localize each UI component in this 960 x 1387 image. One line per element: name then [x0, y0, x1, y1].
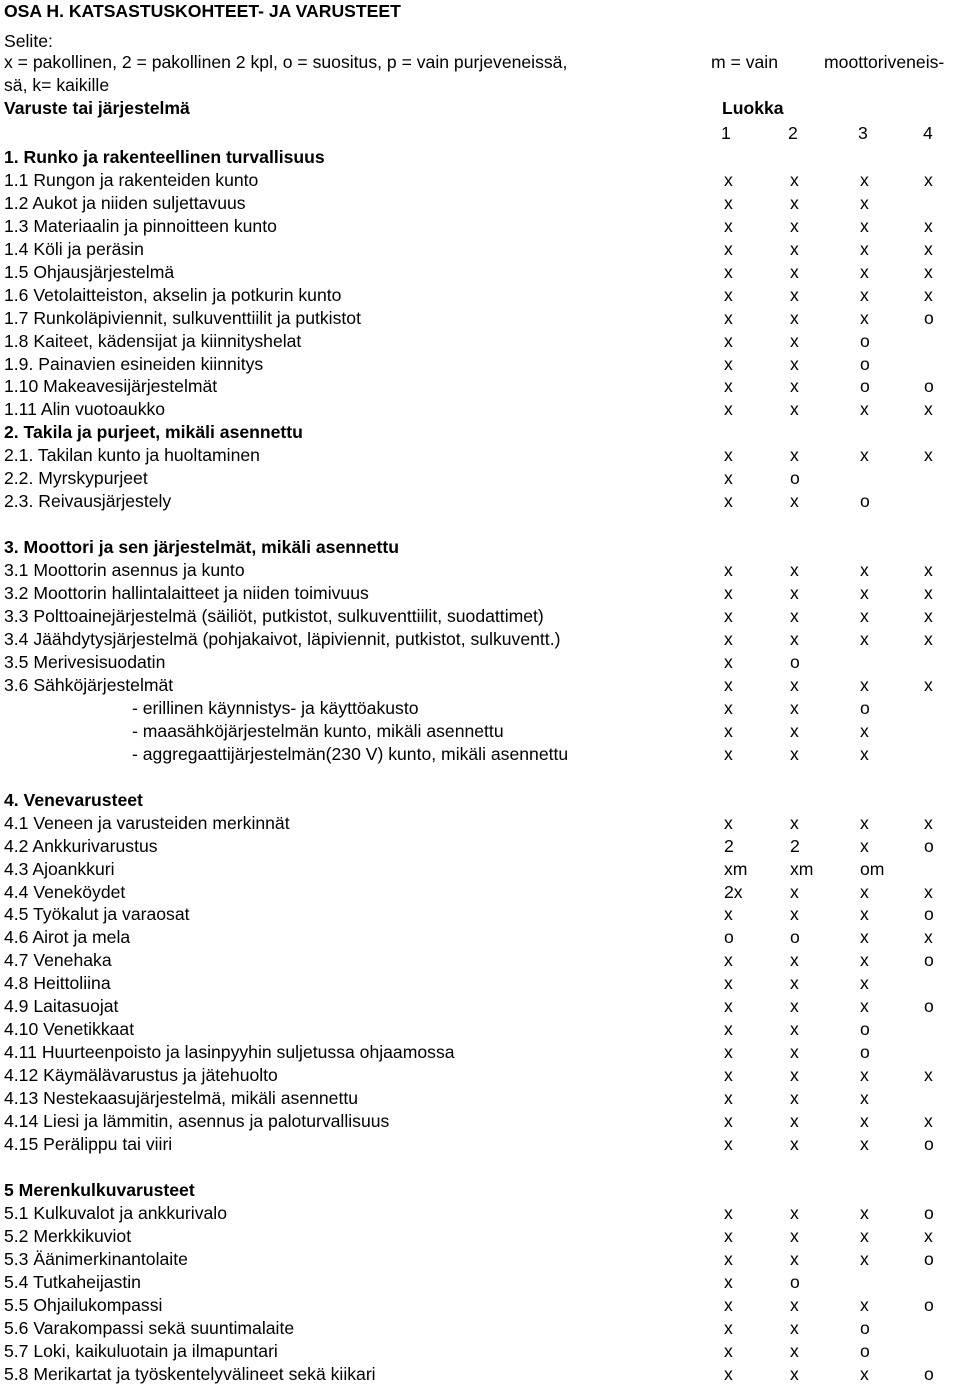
item-label: 4.14 Liesi ja lämmitin, asennus ja paloturvallisuus — [4, 1111, 390, 1131]
item-label: 4.15 Perälippu tai viiri — [4, 1134, 173, 1154]
class-3-mark: x — [860, 996, 869, 1016]
item-label: 1.7 Runkoläpiviennit, sulkuventtiilit ja putkistot — [4, 308, 361, 328]
class-2-mark: x — [790, 1341, 799, 1361]
class-2-mark: x — [790, 560, 799, 580]
class-2-mark: x — [790, 813, 799, 833]
class-2-mark: o — [790, 927, 800, 947]
class-4-mark: x — [924, 560, 933, 580]
class-1-mark: x — [724, 973, 733, 993]
table-row — [0, 1064, 960, 1087]
class-2-mark: x — [790, 996, 799, 1016]
class-1-mark: xm — [724, 859, 748, 879]
class-2-mark: x — [790, 744, 799, 764]
class-3-mark: x — [860, 904, 869, 924]
class-3-mark: om — [860, 859, 885, 879]
table-row — [0, 812, 960, 835]
class-4-mark: x — [924, 239, 933, 259]
class-2-mark: x — [790, 399, 799, 419]
class-1-mark: x — [724, 721, 733, 741]
item-label: 4.6 Airot ja mela — [4, 927, 131, 947]
class-2-mark: x — [790, 285, 799, 305]
table-row — [0, 1041, 960, 1064]
legend-line-1c: moottoriveneis- — [824, 52, 945, 72]
class-4-mark: o — [924, 1295, 934, 1315]
table-row — [0, 972, 960, 995]
item-label: 5.5 Ohjailukompassi — [4, 1295, 163, 1315]
class-3-mark: x — [860, 239, 869, 259]
item-label: - erillinen käynnistys- ja käyttöakusto — [132, 698, 419, 718]
class-4-mark: x — [924, 445, 933, 465]
item-label: 3.5 Merivesisuodatin — [4, 652, 166, 672]
table-row — [0, 353, 960, 376]
class-4-mark: x — [924, 813, 933, 833]
class-1-mark: x — [724, 216, 733, 236]
column-header: Varuste tai järjestelmä — [4, 98, 190, 118]
class-1-mark: 2 — [724, 836, 734, 856]
class-1-mark: x — [724, 1019, 733, 1039]
class-2-mark: x — [790, 1318, 799, 1338]
item-label: 4.7 Venehaka — [4, 950, 112, 970]
class-4-mark: o — [924, 904, 934, 924]
item-label: 3.3 Polttoainejärjestelmä (säiliöt, putkistot, sulkuventtiilit, suodattimet) — [4, 606, 544, 626]
class-number: 4 — [923, 123, 933, 143]
class-3-mark: x — [860, 1226, 869, 1246]
section-title: 1. Runko ja rakenteellinen turvallisuus — [4, 147, 325, 167]
class-3-mark: x — [860, 950, 869, 970]
class-3-mark: x — [860, 399, 869, 419]
class-1-mark: x — [724, 1341, 733, 1361]
item-label: 4.1 Veneen ja varusteiden merkinnät — [4, 813, 290, 833]
class-4-mark: x — [924, 606, 933, 626]
class-2-mark: xm — [790, 859, 814, 879]
class-4-mark: x — [924, 216, 933, 236]
class-3-mark: o — [860, 1019, 870, 1039]
class-2-mark: x — [790, 170, 799, 190]
class-3-mark: x — [860, 927, 869, 947]
class-4-mark: x — [924, 1065, 933, 1085]
class-4-mark: x — [924, 629, 933, 649]
item-label: 4.8 Heittoliina — [4, 973, 111, 993]
class-1-mark: o — [724, 927, 734, 947]
class-2-mark: x — [790, 882, 799, 902]
item-label: 3.2 Moottorin hallintalaitteet ja niiden toimivuus — [4, 583, 369, 603]
table-row — [0, 858, 960, 881]
class-1-mark: x — [724, 606, 733, 626]
class-1-mark: x — [724, 560, 733, 580]
table-row — [0, 1248, 960, 1271]
class-1-mark: x — [724, 1226, 733, 1246]
class-2-mark: x — [790, 1065, 799, 1085]
class-1-mark: x — [724, 1065, 733, 1085]
class-1-mark: x — [724, 1111, 733, 1131]
class-2-mark: x — [790, 1203, 799, 1223]
item-label: 1.8 Kaiteet, kädensijat ja kiinnityshelat — [4, 331, 302, 351]
class-4-mark: x — [924, 927, 933, 947]
table-row — [0, 307, 960, 330]
class-3-mark: o — [860, 331, 870, 351]
class-2-mark: x — [790, 216, 799, 236]
class-2-mark: x — [790, 262, 799, 282]
class-3-mark: o — [860, 491, 870, 511]
class-3-mark: o — [860, 1042, 870, 1062]
item-label: 1.6 Vetolaitteiston, akselin ja potkurin kunto — [4, 285, 342, 305]
class-1-mark: x — [724, 1088, 733, 1108]
class-3-mark: x — [860, 1203, 869, 1223]
class-1-mark: x — [724, 904, 733, 924]
table-row — [0, 720, 960, 743]
table-row — [0, 628, 960, 651]
item-label: 2.2. Myrskypurjeet — [4, 468, 148, 488]
class-2-mark: x — [790, 583, 799, 603]
table-row — [0, 651, 960, 674]
class-1-mark: x — [724, 1272, 733, 1292]
legend-heading: Selite: — [4, 31, 53, 51]
table-row — [0, 1271, 960, 1294]
class-1-mark: x — [724, 468, 733, 488]
item-label: 1.5 Ohjausjärjestelmä — [4, 262, 175, 282]
table-row — [0, 490, 960, 513]
class-4-mark: x — [924, 1226, 933, 1246]
class-3-mark: x — [860, 675, 869, 695]
table-row — [0, 674, 960, 697]
table-row — [0, 1225, 960, 1248]
table-row — [0, 1294, 960, 1317]
class-1-mark: x — [724, 1318, 733, 1338]
class-2-mark: x — [790, 1134, 799, 1154]
table-row — [0, 398, 960, 421]
table-row — [0, 949, 960, 972]
class-2-mark: x — [790, 376, 799, 396]
table-row — [0, 1340, 960, 1363]
table-row — [0, 697, 960, 720]
class-4-mark: x — [924, 1111, 933, 1131]
class-2-mark: x — [790, 1111, 799, 1131]
class-1-mark: x — [724, 675, 733, 695]
class-number: 2 — [788, 123, 798, 143]
class-3-mark: x — [860, 1295, 869, 1315]
table-row — [0, 1363, 960, 1386]
legend-line-1b: m = vain — [711, 52, 778, 72]
item-label: 5.2 Merkkikuviot — [4, 1226, 132, 1246]
class-4-mark: o — [924, 1203, 934, 1223]
class-1-mark: x — [724, 1364, 733, 1384]
item-label: 4.3 Ajoankkuri — [4, 859, 115, 879]
table-row — [0, 582, 960, 605]
class-3-mark: x — [860, 216, 869, 236]
table-row — [0, 1018, 960, 1041]
section-title: 4. Venevarusteet — [4, 790, 143, 810]
legend-line-2: sä, k= kaikille — [4, 75, 110, 95]
class-1-mark: x — [724, 170, 733, 190]
class-1-mark: x — [724, 308, 733, 328]
table-row — [0, 1317, 960, 1340]
class-2-mark: x — [790, 1088, 799, 1108]
table-row — [0, 903, 960, 926]
class-3-mark: x — [860, 1111, 869, 1131]
item-label: 1.3 Materiaalin ja pinnoitteen kunto — [4, 216, 277, 236]
class-1-mark: x — [724, 1203, 733, 1223]
class-3-mark: x — [860, 973, 869, 993]
class-2-mark: x — [790, 1295, 799, 1315]
class-2-mark: x — [790, 973, 799, 993]
item-label: 4.4 Veneköydet — [4, 882, 126, 902]
class-3-mark: x — [860, 583, 869, 603]
class-4-mark: x — [924, 675, 933, 695]
item-label: 4.13 Nestekaasujärjestelmä, mikäli asennettu — [4, 1088, 359, 1108]
class-2-mark: x — [790, 950, 799, 970]
class-3-mark: x — [860, 1065, 869, 1085]
class-2-mark: x — [790, 331, 799, 351]
class-1-mark: x — [724, 698, 733, 718]
item-label: 3.4 Jäähdytysjärjestelmä (pohjakaivot, läpiviennit, putkistot, sulkuventt.) — [4, 629, 561, 649]
class-1-mark: x — [724, 445, 733, 465]
class-4-mark: x — [924, 583, 933, 603]
class-1-mark: x — [724, 239, 733, 259]
class-2-mark: x — [790, 675, 799, 695]
class-2-mark: x — [790, 1364, 799, 1384]
legend-line-1a: x = pakollinen, 2 = pakollinen 2 kpl, o = suositus, p = vain purjeveneissä, — [4, 52, 568, 72]
table-row — [0, 926, 960, 949]
table-row — [0, 1110, 960, 1133]
class-2-mark: o — [790, 1272, 800, 1292]
class-1-mark: x — [724, 285, 733, 305]
table-row — [0, 995, 960, 1018]
class-2-mark: x — [790, 1249, 799, 1269]
class-1-mark: x — [724, 491, 733, 511]
item-label: 1.10 Makeavesijärjestelmät — [4, 376, 218, 396]
class-3-mark: o — [860, 1318, 870, 1338]
item-label: 5.4 Tutkaheijastin — [4, 1272, 141, 1292]
item-label: - maasähköjärjestelmän kunto, mikäli asennettu — [132, 721, 504, 741]
class-3-mark: x — [860, 606, 869, 626]
table-row — [0, 1202, 960, 1225]
item-label: 5.8 Merikartat ja työskentelyvälineet sekä kiikari — [4, 1364, 376, 1384]
class-1-mark: x — [724, 1134, 733, 1154]
item-label: 4.5 Työkalut ja varaosat — [4, 904, 190, 924]
class-1-mark: x — [724, 583, 733, 603]
class-2-mark: o — [790, 652, 800, 672]
class-4-mark: x — [924, 399, 933, 419]
item-label: 1.9. Painavien esineiden kiinnitys — [4, 354, 264, 374]
class-4-mark: o — [924, 996, 934, 1016]
class-1-mark: x — [724, 950, 733, 970]
class-2-mark: x — [790, 354, 799, 374]
class-2-mark: x — [790, 1042, 799, 1062]
class-4-mark: o — [924, 1134, 934, 1154]
class-4-mark: x — [924, 262, 933, 282]
item-label: 3.1 Moottorin asennus ja kunto — [4, 560, 245, 580]
class-3-mark: x — [860, 285, 869, 305]
table-row — [0, 169, 960, 192]
section-title: 3. Moottori ja sen järjestelmät, mikäli asennettu — [4, 537, 400, 557]
class-2-mark: x — [790, 1019, 799, 1039]
item-label: 5.3 Äänimerkinantolaite — [4, 1249, 188, 1269]
class-2-mark: x — [790, 1226, 799, 1246]
item-label: 5.7 Loki, kaikuluotain ja ilmapuntari — [4, 1341, 278, 1361]
class-number: 3 — [858, 123, 868, 143]
class-2-mark: x — [790, 193, 799, 213]
item-label: 5.6 Varakompassi sekä suuntimalaite — [4, 1318, 295, 1338]
class-1-mark: x — [724, 376, 733, 396]
class-2-mark: o — [790, 468, 800, 488]
table-row — [0, 559, 960, 582]
class-4-mark: o — [924, 1364, 934, 1384]
item-label: 1.11 Alin vuotoaukko — [4, 399, 166, 419]
class-3-mark: x — [860, 170, 869, 190]
table-row — [0, 743, 960, 766]
class-1-mark: x — [724, 331, 733, 351]
class-4-mark: x — [924, 170, 933, 190]
item-label: 4.9 Laitasuojat — [4, 996, 119, 1016]
class-4-mark: o — [924, 950, 934, 970]
item-label: 4.11 Huurteenpoisto ja lasinpyyhin suljetussa ohjaamossa — [4, 1042, 455, 1062]
table-row — [0, 1133, 960, 1156]
table-row — [0, 284, 960, 307]
class-2-mark: x — [790, 445, 799, 465]
table-row — [0, 605, 960, 628]
class-3-mark: x — [860, 836, 869, 856]
class-4-mark: o — [924, 836, 934, 856]
class-header: Luokka — [722, 98, 784, 118]
class-1-mark: x — [724, 262, 733, 282]
table-row — [0, 238, 960, 261]
class-3-mark: x — [860, 193, 869, 213]
table-row — [0, 215, 960, 238]
table-row — [0, 467, 960, 490]
class-2-mark: x — [790, 491, 799, 511]
class-1-mark: x — [724, 1295, 733, 1315]
section-title: 2. Takila ja purjeet, mikäli asennettu — [4, 422, 303, 442]
table-row — [0, 835, 960, 858]
table-row — [0, 192, 960, 215]
class-2-mark: x — [790, 308, 799, 328]
class-3-mark: x — [860, 308, 869, 328]
class-1-mark: x — [724, 629, 733, 649]
class-3-mark: o — [860, 1341, 870, 1361]
item-label: 1.1 Rungon ja rakenteiden kunto — [4, 170, 259, 190]
class-3-mark: x — [860, 1134, 869, 1154]
class-3-mark: x — [860, 882, 869, 902]
class-3-mark: x — [860, 813, 869, 833]
class-1-mark: x — [724, 813, 733, 833]
item-label: 2.1. Takilan kunto ja huoltaminen — [4, 445, 260, 465]
class-4-mark: x — [924, 285, 933, 305]
class-3-mark: x — [860, 262, 869, 282]
class-1-mark: x — [724, 399, 733, 419]
class-3-mark: o — [860, 376, 870, 396]
table-row — [0, 1087, 960, 1110]
class-1-mark: x — [724, 354, 733, 374]
class-3-mark: o — [860, 698, 870, 718]
class-3-mark: x — [860, 1249, 869, 1269]
item-label: 2.3. Reivausjärjestely — [4, 491, 172, 511]
item-label: 4.10 Venetikkaat — [4, 1019, 135, 1039]
section-title: 5 Merenkulkuvarusteet — [4, 1180, 195, 1200]
class-1-mark: x — [724, 744, 733, 764]
class-2-mark: x — [790, 721, 799, 741]
class-number: 1 — [721, 123, 731, 143]
class-1-mark: x — [724, 996, 733, 1016]
class-2-mark: x — [790, 606, 799, 626]
class-numbers-row — [0, 122, 960, 145]
class-4-mark: o — [924, 1249, 934, 1269]
class-2-mark: x — [790, 698, 799, 718]
table-row — [0, 330, 960, 353]
class-1-mark: 2x — [724, 882, 743, 902]
class-3-mark: x — [860, 445, 869, 465]
class-4-mark: x — [924, 882, 933, 902]
item-label: 4.2 Ankkurivarustus — [4, 836, 158, 856]
item-label: 4.12 Käymälävarustus ja jätehuolto — [4, 1065, 278, 1085]
item-label: - aggregaattijärjestelmän(230 V) kunto, mikäli asennettu — [132, 744, 569, 764]
class-2-mark: x — [790, 239, 799, 259]
table-row — [0, 261, 960, 284]
item-label: 1.4 Köli ja peräsin — [4, 239, 144, 259]
class-3-mark: o — [860, 354, 870, 374]
class-3-mark: x — [860, 1088, 869, 1108]
class-3-mark: x — [860, 629, 869, 649]
class-3-mark: x — [860, 560, 869, 580]
class-4-mark: o — [924, 308, 934, 328]
item-label: 5.1 Kulkuvalot ja ankkurivalo — [4, 1203, 227, 1223]
item-label: 3.6 Sähköjärjestelmät — [4, 675, 174, 695]
class-1-mark: x — [724, 652, 733, 672]
class-3-mark: x — [860, 744, 869, 764]
class-1-mark: x — [724, 193, 733, 213]
class-1-mark: x — [724, 1249, 733, 1269]
class-2-mark: x — [790, 629, 799, 649]
page-title: OSA H. KATSASTUSKOHTEET- JA VARUSTEET — [4, 1, 401, 21]
class-4-mark: o — [924, 376, 934, 396]
class-2-mark: x — [790, 904, 799, 924]
item-label: 1.2 Aukot ja niiden suljettavuus — [4, 193, 246, 213]
table-row — [0, 375, 960, 398]
class-1-mark: x — [724, 1042, 733, 1062]
table-row — [0, 881, 960, 904]
class-3-mark: x — [860, 721, 869, 741]
class-2-mark: 2 — [790, 836, 800, 856]
class-3-mark: x — [860, 1364, 869, 1384]
table-row — [0, 444, 960, 467]
